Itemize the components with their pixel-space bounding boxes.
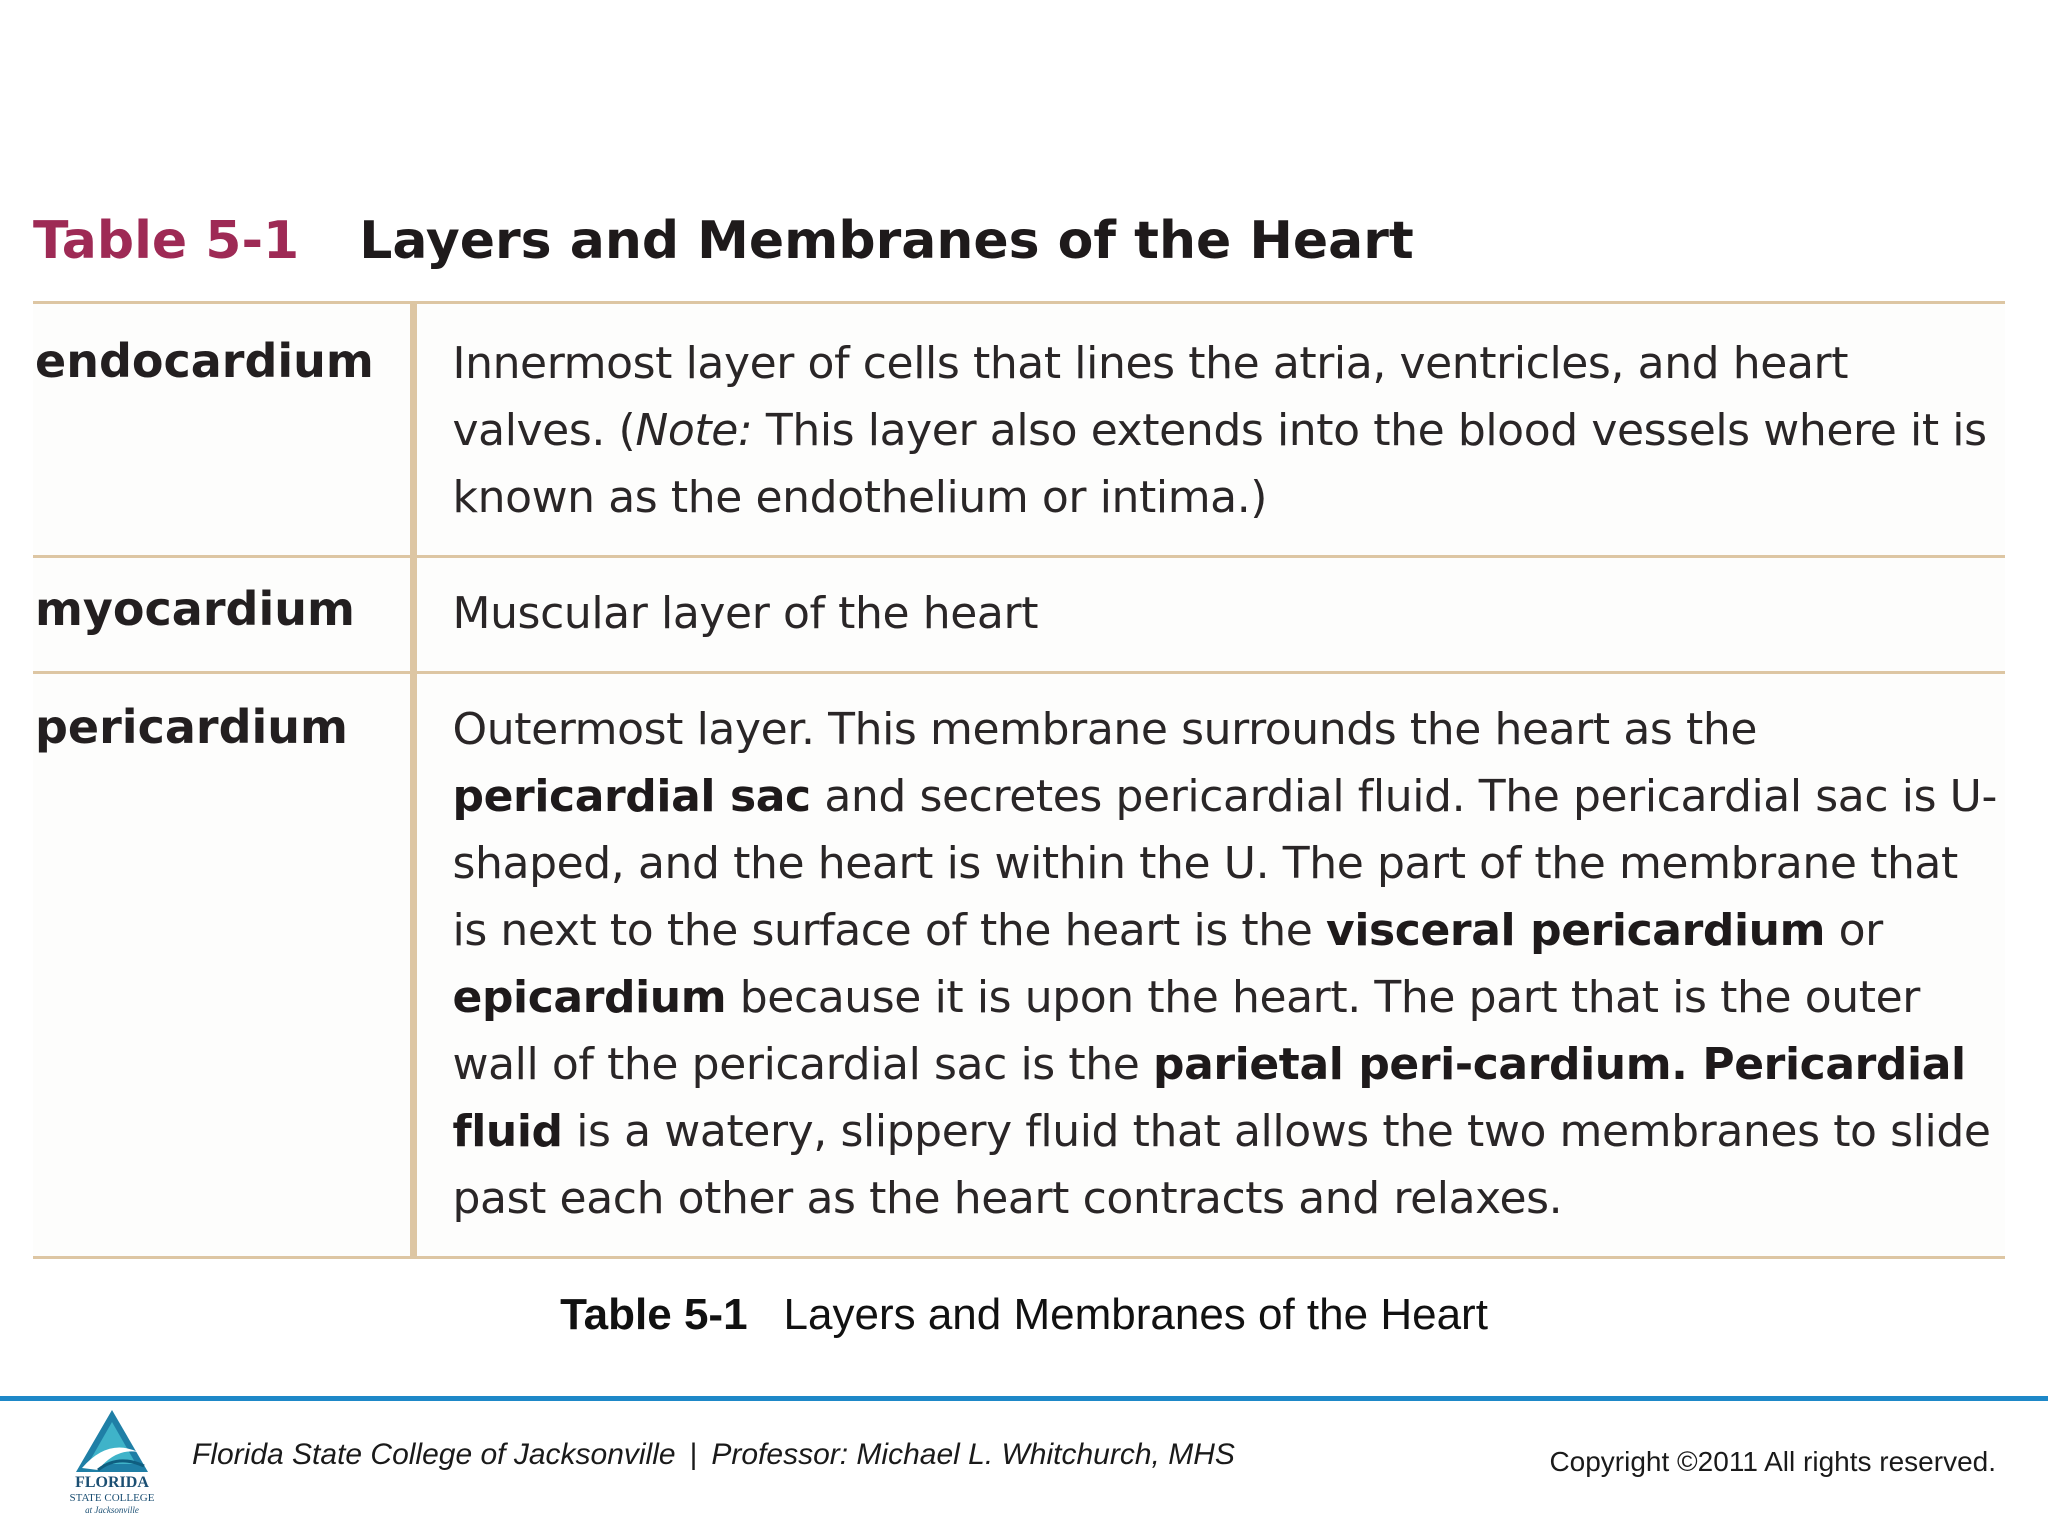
caption-text: Layers and Membranes of the Heart bbox=[783, 1290, 1488, 1339]
definition-text: Outermost layer. This membrane surrounds the heart as the bbox=[452, 704, 1758, 755]
definition-endocardium bbox=[413, 303, 2005, 557]
footer-institution: Florida State College of Jacksonville bbox=[192, 1438, 676, 1471]
logo-text: FLORIDA bbox=[75, 1474, 149, 1491]
bold-term: visceral pericardium bbox=[1326, 905, 1826, 956]
definition-text: and secretes pericardial fluid. The pericardial sac is U-shaped, and the heart is within the U. The part of the membrane that is next to the surface of the heart is the bbox=[452, 771, 1997, 956]
footer-separator: | bbox=[689, 1438, 698, 1471]
term-pericardium: pericardium bbox=[33, 673, 413, 1258]
definition-text: because it is upon the heart. The part that is the outer wall of the pericardial sac is the bbox=[452, 972, 1920, 1090]
bold-term: parietal peri-cardium. Pericardial fluid bbox=[452, 1039, 1966, 1157]
footer-credits bbox=[192, 1438, 1235, 1472]
table-row bbox=[33, 557, 2005, 673]
logo-text: STATE COLLEGE bbox=[69, 1492, 155, 1504]
table-row bbox=[33, 673, 2005, 1258]
definition-text: is a watery, slippery fluid that allows the two membranes to slide past each other as the heart contracts and relaxes. bbox=[452, 1106, 1991, 1224]
logo-text: at Jacksonville bbox=[85, 1505, 139, 1515]
table-row bbox=[33, 303, 2005, 557]
definition-text: Innermost layer of cells that lines the atria, ventricles, and heart valves. ( bbox=[452, 338, 1849, 456]
footer-professor: Professor: Michael L. Whitchurch, MHS bbox=[711, 1438, 1235, 1471]
slide-caption bbox=[0, 1290, 2048, 1340]
footer-divider bbox=[0, 1396, 2048, 1401]
table-title bbox=[33, 205, 1414, 277]
note-label: Note: bbox=[635, 405, 753, 456]
table-title-text: Layers and Membranes of the Heart bbox=[359, 211, 1414, 271]
caption-number: Table 5-1 bbox=[560, 1290, 748, 1339]
table-title-number: Table 5-1 bbox=[33, 211, 300, 271]
footer-copyright: Copyright ©2011 All rights reserved. bbox=[1549, 1446, 1996, 1477]
definition-text: This layer also extends into the blood vessels where it is known as the endothelium or intima.) bbox=[452, 405, 1987, 523]
definition-text: Muscular layer of the heart bbox=[452, 588, 1039, 639]
term-myocardium: myocardium bbox=[33, 557, 413, 673]
bold-term: epicardium bbox=[452, 972, 727, 1023]
definition-myocardium bbox=[413, 557, 2005, 673]
term-endocardium: endocardium bbox=[33, 303, 413, 557]
bold-term: pericardial sac bbox=[452, 771, 811, 822]
definition-text: or bbox=[1825, 905, 1883, 956]
layers-table bbox=[33, 301, 2005, 1259]
definition-pericardium bbox=[413, 673, 2005, 1258]
